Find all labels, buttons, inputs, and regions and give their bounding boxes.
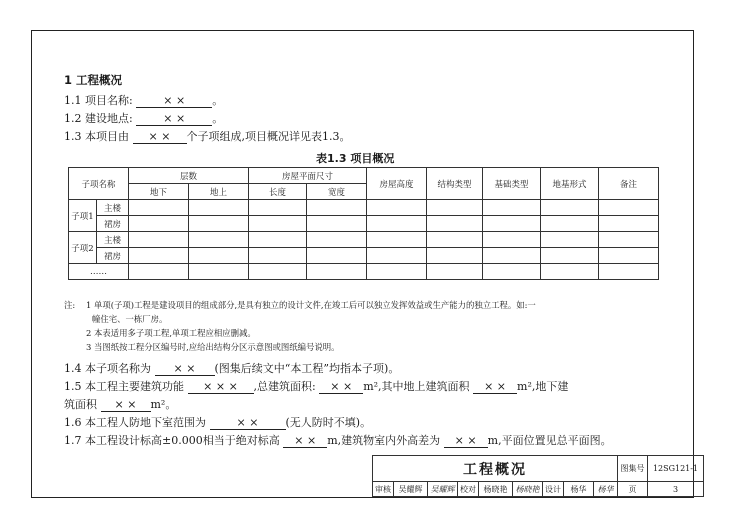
item-1-3-prefix: 1.3 本项目由 (64, 130, 129, 143)
item-1-3-value: × × (133, 131, 187, 144)
table-caption: 表1.3 项目概况 (316, 152, 395, 165)
item-1-5-total-area: × × (319, 381, 363, 394)
item-1-7-absolute-elevation: × × (283, 435, 327, 448)
item-1-6-prefix: 1.6 本工程人防地下室范围为 (64, 416, 206, 429)
item-1-4-value: × × (155, 363, 215, 376)
header-length: 长度 (249, 184, 307, 200)
item-1-5 (64, 378, 568, 394)
item-1-5-mid2: m²,其中地上建筑面积 (363, 380, 470, 393)
item-1-5-line2-suffix: m²。 (150, 398, 177, 411)
header-remark: 备注 (599, 168, 659, 200)
design-label: 设计 (543, 482, 564, 497)
header-floors-above: 地上 (189, 184, 249, 200)
item-1-6-value: × × (210, 417, 286, 430)
header-sub-name: 子项名称 (69, 168, 129, 200)
item-1-1-label: 1.1 项目名称: (64, 94, 133, 107)
row-sub-label: 裙房 (97, 216, 129, 232)
section-heading: 1 工程概况 (64, 73, 123, 87)
reviewer-signature: 吴耀辉 (428, 482, 458, 497)
item-1-7-prefix: 1.7 本工程设计标高±0.000相当于绝对标高 (64, 434, 280, 447)
table-row (69, 248, 659, 264)
item-1-6-suffix: (无人防时不填)。 (285, 416, 372, 429)
item-1-1 (64, 92, 223, 108)
notes-label: 注: (64, 300, 76, 310)
atlas-number: 12SG121-1 (648, 456, 704, 482)
page-number: 3 (648, 482, 704, 497)
header-foundation: 基础类型 (483, 168, 541, 200)
item-1-4 (64, 360, 399, 376)
atlas-number-label: 图集号 (618, 456, 648, 482)
item-1-2-label: 1.2 建设地点: (64, 112, 133, 125)
note-3: 3 当图纸按工程分区编号时,应给出结构分区示意图或图纸编号说明。 (86, 342, 340, 352)
review-label: 审核 (373, 482, 394, 497)
table-row (69, 264, 659, 280)
header-height: 房屋高度 (367, 168, 427, 200)
note-1-cont: 幢住宅、一栋厂房。 (92, 314, 168, 324)
item-1-4-prefix: 1.4 本子项名称为 (64, 362, 151, 375)
item-1-5-prefix: 1.5 本工程主要建筑功能 (64, 380, 184, 393)
row-sub-label: 裙房 (97, 248, 129, 264)
item-1-7-suffix: m,平面位置见总平面图。 (487, 434, 612, 447)
item-1-5-mid1: ,总建筑面积: (253, 380, 316, 393)
designer-signature: 杨华 (594, 482, 618, 497)
reviewer-name: 吴耀辉 (394, 482, 428, 497)
row-ellipsis: …… (69, 264, 129, 280)
item-1-7 (64, 432, 612, 448)
item-1-5-function: × × × (188, 381, 254, 394)
header-width: 宽度 (307, 184, 367, 200)
item-1-7-height-diff: × × (444, 435, 488, 448)
table-row (69, 200, 659, 216)
drawing-title: 工程概况 (373, 456, 618, 482)
page-label: 页 (618, 482, 648, 497)
item-1-2 (64, 110, 223, 126)
item-1-5-below-area: × × (101, 399, 151, 412)
item-1-5-mid3: m²,地下建 (517, 380, 569, 393)
row-sub-label: 主楼 (97, 232, 129, 248)
item-1-1-suffix: 。 (212, 94, 224, 107)
item-1-5-above-area: × × (473, 381, 517, 394)
item-1-6 (64, 414, 371, 430)
checker-signature: 杨晓艳 (513, 482, 543, 497)
checker-name: 杨晓艳 (479, 482, 513, 497)
header-floors-below: 地下 (129, 184, 189, 200)
project-overview-table (68, 167, 659, 280)
header-structure: 结构类型 (427, 168, 483, 200)
item-1-3-suffix: 个子项组成,项目概况详见表1.3。 (186, 130, 351, 143)
table-row (69, 216, 659, 232)
item-1-1-value: × × (136, 95, 212, 108)
item-1-7-mid: m,建筑物室内外高差为 (327, 434, 441, 447)
header-plan-size: 房屋平面尺寸 (249, 168, 367, 184)
title-block (372, 455, 704, 497)
header-subgrade: 地基形式 (541, 168, 599, 200)
row-sub-label: 主楼 (97, 200, 129, 216)
note-2: 2 本表适用多子项工程,单项工程应相应删减。 (86, 328, 256, 338)
item-1-4-suffix: (图集后续文中“本工程”均指本子项)。 (214, 362, 400, 375)
item-1-2-value: × × (136, 113, 212, 126)
row-group-label: 子项1 (69, 200, 97, 232)
item-1-3 (64, 128, 351, 144)
check-label: 校对 (458, 482, 479, 497)
header-floors: 层数 (129, 168, 249, 184)
item-1-2-suffix: 。 (212, 112, 224, 125)
row-group-label: 子项2 (69, 232, 97, 264)
designer-name: 杨华 (564, 482, 594, 497)
item-1-5-line2-prefix: 筑面积 (64, 398, 97, 411)
item-1-5-line2 (64, 396, 176, 412)
note-1: 1 单项(子项)工程是建设项目的组成部分,是具有独立的设计文件,在竣工后可以独立发挥效益或生产能力的独立工程。如:一 (86, 300, 536, 310)
table-row (69, 232, 659, 248)
